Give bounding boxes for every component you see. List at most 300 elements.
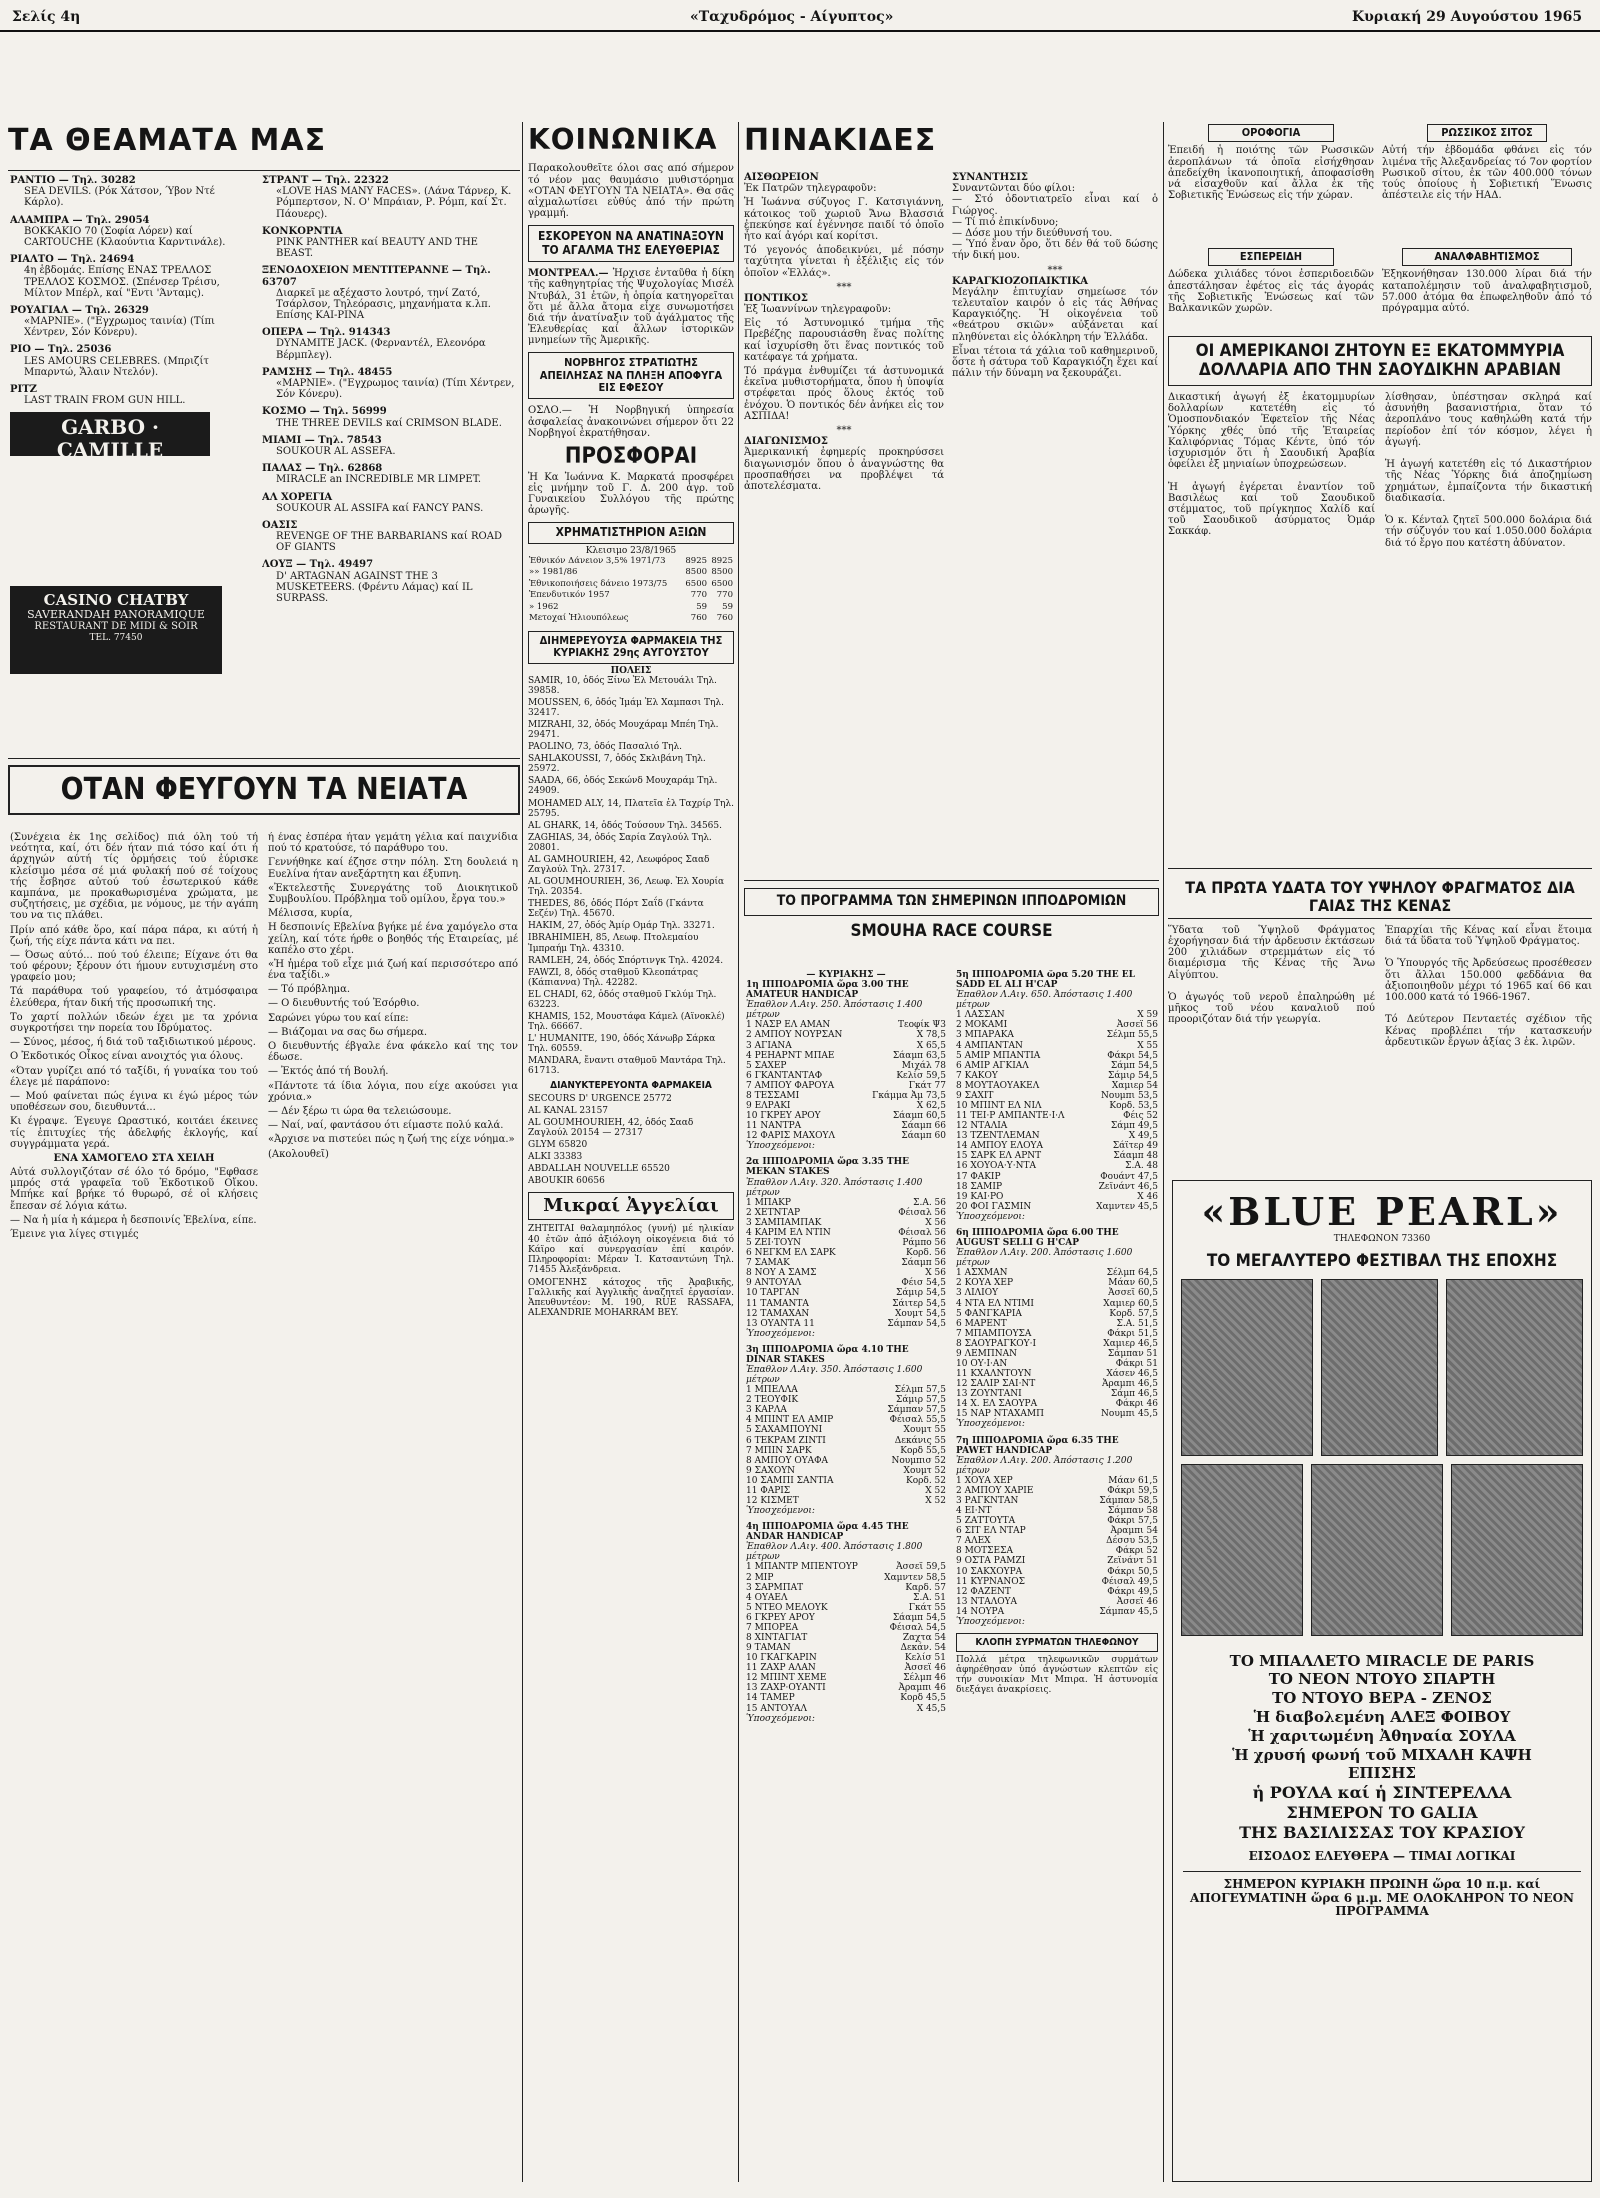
runner-row (746, 1476, 946, 1486)
runner-jockey: Ράμπο 56 (902, 1238, 946, 1249)
statue-text: Ἠρχισε ἐνταῦθα ἡ δίκη τῆς καθηγητρίας τής Ψυχολογίας Μισέλ Ντυβάλ, 31 ἐτῶν, ἡ ὁποία κατηγορεῖται ὅτι μέ ἄλλα ἄτομα εἶχε συνωμοτήσει διά τήν ἀνατίναξιν τοῦ ἀγάλματος τῆς Ἐλευθερίας καί ἄλλων ἱστορικῶν μνημείων τῆς Ἀμερικῆς. (528, 268, 734, 347)
runner-name: 7 ΜΠΟΡΕΑ (746, 1622, 799, 1633)
runner-jockey: Φέισαλ 54,5 (889, 1622, 946, 1633)
runner-name: 8 ΧΙΝΤΑΓΙΑΤ (746, 1633, 808, 1643)
runner-row (956, 1597, 1158, 1607)
runner-name: 11 ΝΑΝΤΡΑ (746, 1121, 802, 1132)
note-text: Τό πράγμα ἐνθυμίζει τά ἀστυνομικά ἐκεῖνα μυθιστορήματα, ὅπου ἡ ὑποψία στρέφεται πρός ὅλους ἐκτός τοῦ ἐνόχου. Ὁ ποντικός δέν ἀνήκει εἰς τον ΑΣΠΙΔΑ! (744, 366, 944, 422)
runner-name: 6 ΤΕΚΡΑΜ ΖΙΝΤΙ (746, 1435, 826, 1446)
runner-jockey: Σάαμπ 63,5 (892, 1050, 946, 1061)
runner-jockey: Χ 52 (925, 1495, 946, 1506)
runner-name: 6 ΓΚΡΕΥ ΑΡΟΥ (746, 1612, 815, 1623)
runner-jockey: Χαμντεν 58,5 (884, 1572, 946, 1583)
runner-name: 13 ΖΑΧΡ·ΟΥΑΝΤΙ (746, 1683, 826, 1694)
runner-name: 6 ΜΑΡΕΝΤ (956, 1318, 1007, 1329)
pharmacy-entry: AL GAMHOURIEH, 42, Λεωφόρος Σααδ Ζαγλούλ Τηλ. 27317. (528, 854, 710, 875)
theatre-name: ΜΙΑΜΙ — Τηλ. 78543 (262, 434, 382, 446)
runner-name: 4 ΡΕΗΑΡΝΤ ΜΠΑΕ (746, 1050, 835, 1061)
runner-row (956, 1329, 1158, 1339)
aviation-text: Ἐπειδή ἡ ποιότης τῶν Ρωσσικῶν ἀεροπλάνων τά ὁποῖα εἰσήχθησαν ἀπεδείχθη ἱκανοποιητική, ἀποφασίσθη νά εἰσαχθοῦν καί ἄλλα ἐκ τῆς Σοβιετικῆς Ἐνώσεως εἰς τήν χώραν. (1168, 145, 1374, 202)
runner-jockey: Σάμιρ 54,5 (1107, 1070, 1158, 1081)
runner-jockey: Χουμτ 55 (903, 1425, 946, 1436)
pharmacy-entry: MANDARA, ἔναντι σταθμοῦ Μαντάρα Τηλ. 61713. (528, 1056, 726, 1077)
runner-row (746, 1693, 946, 1703)
social-title: ΚΟΙΝΩΝΙΚΑ (528, 124, 718, 156)
bourse-price: 770 (690, 590, 708, 601)
runner-row (956, 1577, 1158, 1587)
pharmacy-entry: PAOLINO, 73, ὁδός Πασαλιό Τηλ. (528, 742, 683, 753)
runner-name: 10 ΜΠΙΝΤ ΕΛ ΝΙΛ (956, 1101, 1042, 1112)
runner-row (956, 1288, 1158, 1298)
runner-name: 5 ΣΑΧΑΜΠΟΥΝΙ (746, 1425, 823, 1436)
serial-paragraph: Γεννήθηκε καί έζησε στην πόλη. Στη δουλειά η Ευελίνα ήταν ανεξάρτητη και έξυπνη. (268, 857, 518, 880)
theatre-listing (10, 384, 255, 406)
runner-name: 5 ΑΜΙΡ ΜΠΑΝΤΙΑ (956, 1050, 1041, 1061)
runner-name: 12 ΦΑΖΕΝΤ (956, 1586, 1011, 1597)
runner-jockey: Ζεϊνάντ 51 (1107, 1556, 1158, 1567)
race-conditions: Ἐπαθλον Λ.Αιγ. 250. Ἀπόστασις 1.400 μέτρων (746, 1000, 923, 1021)
race-block (746, 1522, 946, 1724)
bourse-security: » 1962 (529, 601, 559, 612)
runner-jockey: Σέλμπ 46 (903, 1673, 946, 1684)
race-favourites-label: Ὑποσχεόμενοι: (746, 1506, 815, 1517)
runner-row (746, 1278, 946, 1288)
runner-name: 8 ΝΟΥ Α ΣΑΜΣ (746, 1268, 817, 1279)
social-column (528, 124, 734, 2182)
note-text: Εἰς τό Ἀστυνομικό τμήμα τῆς Πρεβέζης παρουσιάσθη ἕνας πολίτης καί ἰσχυρίσθη ὅτι ἕνας ποντικός τοῦ κατέφαγε τά χρήματα. (744, 318, 944, 363)
bourse-row (528, 613, 734, 625)
performer-photo (1321, 1279, 1438, 1456)
race-conditions: Ἐπαθλον Λ.Αιγ. 350. Ἀπόστασις 1.600 μέτρων (746, 1364, 923, 1386)
theatre-listing (262, 367, 518, 401)
theatre-listing (262, 226, 518, 260)
race-favourites-label: Ὑποσχεόμενοι: (956, 1616, 1025, 1627)
pharmacy-entry: EL CHADI, 62, ὁδός σταθμοῦ Γκλύμ Τηλ. 63223. (528, 989, 717, 1010)
race-block (746, 980, 946, 1151)
header-rule (0, 30, 1600, 32)
offers-text: Ἡ Κα Ἰωάννα Κ. Μαρκατά προσφέρει εἰς μνήμην τοῦ Γ. Δ. 200 ἀγρ. τοῦ Γυναικείου Συλλόγου τῆς πρώτης ἀρωγῆς. (528, 471, 734, 517)
runner-jockey: Φάκρι 50,5 (1107, 1566, 1158, 1577)
runner-name: 5 ΖΕΙ·ΤΟΥΝ (746, 1238, 802, 1249)
runner-row (746, 1258, 946, 1268)
race-block (746, 1157, 946, 1338)
race-heading: 7η ΙΠΠΟΔΡΟΜΙΑ ὥρα 6.35 THE PAWET HANDICAP (956, 1435, 1119, 1456)
theatre-program: D' ARTAGNAN AGAINST THE 3 MUSKETEERS. (Φρέντυ Λάμας) καί IL SURPASS. (276, 570, 473, 604)
runner-row (956, 1339, 1158, 1349)
theatre-program: 4η ἑβδομάς. Επίσης ΕΝΑΣ ΤΡΕΛΛΟΣ ΤΡΕΛΛΟΣ ΚΟΣΜΟΣ. (Σπένσερ Τρέισυ, Μίλτον Μπέρλ, καί "Εντι 'Άνταμς). (24, 265, 220, 299)
serial-paragraph: Ο διευθυντής έβγαλε ένα φάκελο καί της τον έδωσε. (268, 1041, 518, 1064)
runner-jockey: Χ 56 (925, 1217, 946, 1228)
bourse-price: 6500 (711, 578, 733, 589)
dam-headline: ΤΑ ΠΡΩΤΑ ΥΔΑΤΑ ΤΟΥ ΥΨΗΛΟΥ ΦΡΑΓΜΑΤΟΣ ΔΙΑ ΓΑΙΑΣ ΤΗΣ ΚΕΝΑΣ (1168, 876, 1592, 919)
runner-name: 3 ΣΑΜΠΑΜΠΑΚ (746, 1217, 822, 1228)
theatre-listing (262, 406, 518, 428)
theatre-listing (10, 305, 255, 339)
theatre-listing (262, 265, 518, 321)
lineup-line: ΣΗΜΕΡΟΝ ΤΟ GALIA (1286, 1803, 1478, 1823)
pharmacy-entry: ALKI 33383 (528, 1152, 583, 1163)
bourse-title: ΧΡΗΜΑΤΙΣΤΗΡΙΟΝ ΑΞΙΩΝ (528, 522, 734, 543)
runner-jockey: Φέισαλ 55,5 (889, 1415, 946, 1426)
blue-pearl-festival: ΤΟ ΜΕΓΑΛΥΤΕΡΟ ΦΕΣΤΙΒΑΛ ΤΗΣ ΕΠΟΧΗΣ (1206, 1250, 1558, 1271)
blue-pearl-ad (1172, 1180, 1592, 2182)
runner-jockey: Χ 55 (1137, 1040, 1158, 1051)
runner-name: 3 ΣΑΡΜΠΑΤ (746, 1582, 804, 1593)
runner-jockey: Φέις 52 (1123, 1111, 1158, 1122)
runner-row (956, 1192, 1158, 1202)
runner-row (956, 1567, 1158, 1577)
bourse-row (528, 579, 734, 591)
runner-name: 6 ΣΙΤ ΕΛ ΝΤΑΡ (956, 1526, 1026, 1537)
performer-photo (1181, 1464, 1303, 1636)
runner-row (956, 1182, 1158, 1192)
runner-name: 17 ΦΑΚΙΡ (956, 1171, 1001, 1182)
runner-row (746, 1248, 946, 1258)
runner-row (956, 1081, 1158, 1091)
runner-jockey: Μάαν 61,5 (1108, 1475, 1158, 1486)
runner-row (956, 1278, 1158, 1288)
runner-jockey: Σ.Α. 56 (913, 1197, 946, 1208)
theatre-listing (262, 463, 518, 485)
performer-photo (1446, 1279, 1583, 1456)
race-conditions: Ἐπαθλον Λ.Αιγ. 650. Ἀπόστασις 1.400 μέτρων (956, 990, 1133, 1011)
runner-row (746, 1466, 946, 1476)
runner-name: 13 ΤΖΕΝΤΛΕΜΑΝ (956, 1131, 1040, 1142)
cable-theft-title: ΚΛΟΠΗ ΣΥΡΜΑΤΩΝ ΤΗΛΕΦΩΝΟΥ (956, 1633, 1158, 1652)
serial-paragraph: (Συνέχεια ἐκ 1ης σελίδος) πιά όλη τού τή νεότητα, καί, ότι δέν ήταν πιά τόσο καί ότι ή άρχηγών αύτή τίς ὀρμήσεις τού ἐύρισκε κλείσιμο μέσα σέ μιά φυλακή πού σέ τοίχους τής ἔσβησε αὐτού τού ἐσωτερικού κάθε καμπάνα, με προκαθωρισμένα χρώματα, με συζητήσεις, με σχέδια, με νόμους, με τήν αγάπη του να τις πλάθει. (10, 832, 258, 922)
runner-name: 2 ΑΜΠΟΥ ΧΑΡΙΕ (956, 1485, 1034, 1496)
runner-jockey: Σάμπαν 51 (1107, 1348, 1158, 1359)
cable-theft-text: Πολλά μέτρα τηλεφωνικῶν συρμάτων ἀφηρέθησαν ὑπό ἀγνώστων κλεπτῶν εἰς τήν συνοικίαν Μιτ Μπιρα. Ἡ ἀστυνομία διεξάγει ἀνακρίσεις. (956, 1655, 1158, 1696)
runner-jockey: Σάμπ 46,5 (1110, 1389, 1158, 1400)
bourse-price: 760 (690, 613, 708, 624)
runner-name: 1 ΜΠΕΛΛΑ (746, 1385, 798, 1396)
runner-name: 5 ΖΑΤΤΟΥΤΑ (956, 1516, 1016, 1527)
bourse-price: 760 (716, 613, 733, 624)
citrus-block (1168, 248, 1374, 330)
runner-name: 7 ΑΛΕΧ (956, 1536, 991, 1547)
runner-jockey: Κορδ 55,5 (900, 1445, 946, 1456)
serial-paragraph: Σαρώνει γύρω του καί είπε: (268, 1012, 409, 1024)
runner-name: 3 ΜΠΑΡΑΚΑ (956, 1030, 1014, 1041)
bourse-security: Μετοχαί Ἡλιουπόλεως (529, 613, 629, 624)
bourse-price: 59 (696, 601, 708, 612)
runner-name: 16 ΧΟΥΟΑ·Υ·ΝΤΑ (956, 1161, 1036, 1172)
theatre-program: PINK PANTHER καί BEAUTY AND THE BEAST. (276, 236, 478, 260)
theatre-listing (10, 215, 255, 249)
runner-row (956, 1268, 1158, 1278)
runner-name: 11 ΚΥΡΝΑΝΟΣ (956, 1576, 1026, 1587)
runner-row (956, 1546, 1158, 1556)
theatre-name: ΡΟΥΑΓΙΑΛ — Τηλ. 26329 (10, 304, 149, 316)
runner-jockey: Γκάτ 55 (908, 1602, 946, 1613)
race-heading: 3η ΙΠΠΟΔΡΟΜΙΑ ὥρα 4.10 THE DINAR STAKES (746, 1344, 909, 1365)
runner-name: 8 ΑΜΠΟΥ ΟΥΑΦΑ (746, 1455, 829, 1466)
race-heading: 4η ΙΠΠΟΔΡΟΜΙΑ ὥρα 4.45 THE ANDAR HANDICAP (746, 1522, 909, 1543)
race-favourites-label: Ὑποσχεόμενοι: (956, 1211, 1025, 1222)
runner-jockey: Σέλμπ 57,5 (894, 1385, 946, 1396)
theatre-program: «ΜΑΡΝΙΕ». ("Εγχρωμος ταινία) (Τίπι Χέντρεν, Σόν Κόνερυ). (276, 378, 515, 401)
lineup-line: ΤΟ ΜΠΑΛΛΕΤΟ MIRACLE DE PARIS (1229, 1651, 1535, 1670)
runner-name: 14 Χ. ΕΛ ΣΑΟΥΡΑ (956, 1399, 1038, 1410)
theatre-listing (262, 435, 518, 457)
theatre-program: ΒΟΚΚΑΚΙΟ 70 (Σοφία Λόρεν) καί CARTOUCHE (Κλαούντια Καρντινάλε). (24, 225, 226, 248)
runner-row (746, 1198, 946, 1208)
runner-jockey: Ἀραμπι 46 (898, 1683, 946, 1694)
serial-paragraph: Πρίν από κάθε ὅρο, καί πάρα πάρα, κι αύτή ἡ ζωή, τής είχε πάντα κάτι να πει. (10, 924, 258, 947)
theatre-program: THE THREE DEVILS καί CRIMSON BLADE. (276, 417, 502, 429)
pharmacy-entry: ABOUKIR 60656 (528, 1176, 605, 1187)
runner-jockey: Σάμπαν 54,5 (887, 1318, 946, 1329)
runner-jockey: Καρδ. 57 (905, 1582, 946, 1593)
theatre-name: ΞΕΝΟΔΟΧΕΙΟΝ ΜΕΝΤΙΤΕΡΑΝΝΕ — Τηλ. 63707 (262, 265, 491, 288)
aviation-title: ΟΡΟΦΟΓΙΑ (1208, 124, 1334, 142)
runner-jockey: Μάαν 60,5 (1108, 1278, 1158, 1289)
pharmacy-entry: IBRAHIMIEH, 85, Λεωφ. Πτολεμαίου Ἰμπραήμ Τηλ. 43310. (528, 933, 699, 954)
racing-column-1 (746, 970, 946, 2182)
runner-row (956, 1299, 1158, 1309)
runner-name: 11 ΚΧΑΛΝΤΟΥΝ (956, 1369, 1032, 1380)
runner-name: 4 ΝΤΑ ΕΛ ΝΤΙΜΙ (956, 1298, 1034, 1309)
runner-name: 11 ΖΑΧΡ ΑΛΑΝ (746, 1663, 816, 1674)
runner-name: 10 ΤΑΡΓΑΝ (746, 1288, 800, 1299)
runner-jockey: Φουάντ 47,5 (1100, 1171, 1158, 1182)
runner-row (956, 1587, 1158, 1597)
bourse-price: 8925 (685, 555, 708, 566)
runner-jockey: Σάμιρ 57,5 (895, 1395, 946, 1406)
bourse-security: Ἐθνικόν Δάνειον 3,5% 1971/73 (529, 555, 666, 566)
runner-name: 1 ΜΠΑΝΤΡ ΜΠΕΝΤΟΥΡ (746, 1562, 858, 1573)
runner-jockey: Ἀραμπι 46,5 (1101, 1379, 1158, 1390)
runner-name: 13 ΟΥΑΝΤΑ 11 (746, 1318, 815, 1329)
theatre-name: ΟΑΣΙΣ (262, 519, 298, 531)
serial-paragraph: — Ναί, ναί, φαντάσου ότι είμαστε πολύ καλά. (268, 1120, 504, 1132)
runner-jockey: Κορδ 45,5 (900, 1693, 946, 1704)
theatre-program: «LOVE HAS MANY FACES». (Λάνα Τάρνερ, Κ. Ρόμπερτσον, Ν. Ο' Μπράιαν, Ρ. Ρόμπ, καί Στ. Πάουερς). (276, 186, 512, 220)
theatre-program: SOUKOUR AL ASSIFA καί FANCY PANS. (276, 502, 484, 514)
runner-name: 2 ΜΟΚΑΜΙ (956, 1020, 1008, 1031)
bourse-price: 6500 (685, 578, 708, 589)
runner-name: 7 ΑΜΠΟΥ ΦΑΡΟΥΑ (746, 1080, 835, 1091)
runner-row (746, 1486, 946, 1496)
runner-row (956, 1020, 1158, 1030)
runner-row (956, 1379, 1158, 1389)
runner-row (746, 1415, 946, 1425)
pharmacy-entry: SAHLAKOUSSI, 7, ὁδός Σκλιβάνη Τηλ. 25972. (528, 754, 706, 775)
runner-jockey: Φάκρι 52 (1115, 1546, 1158, 1557)
runner-jockey: Χουμτ 52 (903, 1465, 946, 1476)
arabia-headline: ΟΙ ΑΜΕΡΙΚΑΝΟΙ ΖΗΤΟΥΝ ΕΞ ΕΚΑΤΟΜΜΥΡΙΑ ΔΟΛΛΑΡΙΑ ΑΠΟ ΤΗΝ ΣΑΟΥΔΙΚΗΝ ΑΡΑΒΙΑΝ (1168, 336, 1592, 386)
runner-jockey: Τεοφίκ Ψ3 (897, 1020, 946, 1031)
theatre-listing (262, 559, 518, 604)
runner-jockey: Φάκρι 54,5 (1107, 1050, 1158, 1061)
rule (1168, 868, 1592, 869)
note-lead: Ἐξ Ἰωαννίνων τηλεγραφοῦν: (744, 304, 892, 316)
runner-jockey: Σάμπαν 58,5 (1099, 1495, 1158, 1506)
paper-name: «Ταχυδρόμος - Αίγυπτος» (690, 9, 894, 25)
theatre-program: DYNAMITE JACK. (Φερναντέλ, Ελεονόρα Βέρμπλεγ). (276, 338, 486, 361)
runner-row (746, 1436, 946, 1446)
runner-name: 15 ΑΝΤΟΥΑΛ (746, 1703, 808, 1714)
notes-title: ΠΙΝΑΚΙΔΕΣ (744, 124, 937, 158)
blue-pearl-entry: ΕΙΣΟΔΟΣ ΕΛΕΥΘΕΡΑ — ΤΙΜΑΙ ΛΟΓΙΚΑΙ (1248, 1848, 1516, 1863)
serial-paragraph: «Ἐκτελεστῆς Συνεργάτης τοῦ Διοικητικοῦ Συμβουλίου. Πρόβλημα τοῦ ομίλου, ἔργα του.» (268, 882, 518, 905)
runner-row (956, 1309, 1158, 1319)
race-heading: 2α ΙΠΠΟΔΡΟΜΙΑ ὥρα 3.35 THE MEKAN STAKES (746, 1157, 909, 1178)
runner-row (746, 1593, 946, 1603)
lineup-line: ΤΗΣ ΒΑΣΙΛΙΣΣΑΣ ΤΟΥ ΚΡΑΣΙΟΥ (1239, 1823, 1525, 1843)
racing-column-2 (956, 970, 1158, 2182)
lineup-line: ΤΟ ΝΤΟΥΟ ΒΕΡΑ - ΖΕΝΟΣ (1272, 1689, 1492, 1708)
runner-jockey: Φέισ 54,5 (901, 1278, 946, 1289)
runner-jockey: Φάκρι 46 (1115, 1399, 1158, 1410)
runner-name: 7 ΣΑΜΑΚ (746, 1258, 790, 1269)
aviation-block (1168, 124, 1374, 244)
page-number: Σελίς 4η (12, 9, 81, 25)
blue-pearl-schedule: ΣΗΜΕΡΟΝ ΚΥΡΙΑΚΗ ΠΡΩΙΝΗ ὥρα 10 π.μ. καί ΑΠΟΓΕΥΜΑΤΙΝΗ ὥρα 6 μ.μ. ΜΕ ΟΛΟΚΛΗΡΟΝ ΤΟ ΝΕΟΝ ΠΡΟΓΡΑΜΜΑ (1183, 1871, 1581, 1918)
runner-jockey: Χ 45,5 (916, 1703, 946, 1714)
bourse-row (528, 590, 734, 602)
note-heading: ΔΙΑΓΩΝΙΣΜΟΣ (744, 436, 828, 448)
runner-jockey: Σάμπ 54,5 (1110, 1060, 1158, 1071)
race-conditions: Ἐπαθλον Λ.Αιγ. 320. Ἀπόστασις 1.400 μέτρων (746, 1177, 923, 1198)
runner-jockey: Φάκρι 51 (1115, 1358, 1158, 1369)
runner-row (746, 1121, 946, 1131)
runner-jockey: Χαμντεν 45,5 (1096, 1201, 1158, 1212)
arabia-article (1168, 336, 1592, 866)
runner-jockey: Χαμιερ 60,5 (1103, 1298, 1158, 1309)
runner-row (746, 1041, 946, 1051)
note-heading: ΣΥΝΑΝΤΗΣΙΣ (952, 172, 1028, 183)
runner-row (956, 1141, 1158, 1151)
runner-row (956, 1030, 1158, 1040)
column-rule (1163, 122, 1164, 2182)
runner-name: 2 ΑΜΠΟΥ ΝΟΥΡΣΑΝ (746, 1030, 843, 1041)
theatres-title: ΤΑ ΘΕΑΜΑΤΑ ΜΑΣ (8, 124, 327, 158)
runner-row (746, 1228, 946, 1238)
runner-row (746, 1238, 946, 1248)
runner-row (746, 1405, 946, 1415)
runner-row (746, 1633, 946, 1643)
citrus-title: ΕΣΠΕΡΕΙΔΗ (1208, 248, 1334, 266)
lineup-line: Ἡ διαβολεμένη ΑΛΕΞ ΦΟΙΒΟΥ (1253, 1708, 1511, 1727)
runner-name: 5 ΝΤΕΟ ΜΕΛΟΥΚ (746, 1602, 828, 1613)
runner-jockey: Φέισαλ 49,5 (1101, 1576, 1158, 1587)
serial-paragraph: — Τό πρόβλημα. (268, 984, 351, 996)
runner-name: 7 ΚΑΚΟΥ (956, 1070, 998, 1081)
theatre-program: REVENGE OF THE BARBARIANS καί ROAD OF GIANTS (276, 531, 502, 554)
runner-jockey: Χάσεν 46,5 (1106, 1369, 1158, 1380)
runner-jockey: Σάμπαν 58 (1107, 1506, 1158, 1517)
runner-row (956, 1516, 1158, 1526)
social-intro: Παρακολουθεῖτε όλοι σας από σήμερον τό νέον μας θαυμάσιο μυθιστόρημα «ΟΤΑΝ ΦΕΥΓΟΥΝ ΤΑ ΝΕΙΑΤΑ». Θα σᾶς αἰχμαλωτίσει εὐθύς ἀπό τήν πρώτη γραμμή. (528, 163, 734, 220)
runner-jockey: Ἀσσεϊ 46 (1116, 1596, 1158, 1607)
performer-photo (1311, 1464, 1443, 1636)
theatre-program: LES AMOURS CELEBRES. (Μπριζίτ Μπαρντώ, Ἄλαιν Ντελόν). (24, 355, 209, 378)
pharmacy-entry: MIZRAHI, 32, ὁδός Μουχάραμ Μπέη Τηλ. 29471. (528, 719, 719, 741)
runner-row (746, 1020, 946, 1030)
performer-photos (1181, 1279, 1583, 1639)
notes-column-2: ΣΥΝΑΝΤΗΣΙΣ Συναντῶνται δύο φίλοι: — Στό ὁδοντιατρεῖο εἶναι καί ὁ Γιώργος. — Τί πιό ἐπικίνδυνο; — Δόσε μου τήν διεύθυνσή του. — Ὑπό ἕναν ὄρο, ὅτι δέν θά τοῦ δώσης τήν δική μου. *** ΚΑΡΑΓΚΙΟΖΟΠΑΙΚΤΙΚΑ Μεγάλην ἐπιτυχίαν σημείωσε τόν τελευταῖον καιρόν ὁ εἰς τάς Ἀθήνας Καραγκιόζης. Ἡ οἰκογένεια τοῦ «θεάτρου σκιῶν» αὐξάνεται καί πληθύνεται εἰς ὁλόκληρη τήν Ἑλλάδα. Εἶναι τέτοια τά χάλια τοῦ καθημερινοῦ, ὅστε ἡ σάτυρα τοῦ Καραγκιόζη ἔχει καί πάλιν τήν δύναμη να ξεκουράζει. (952, 172, 1158, 380)
bourse-security: Ἐθνικοποιήσεις δάνειο 1973/75 (529, 578, 668, 589)
runner-jockey: Σάμπαν 45,5 (1099, 1606, 1158, 1617)
rule (8, 170, 520, 171)
bourse-security: »» 1981/86 (529, 567, 578, 578)
runner-name: 15 ΝΑΡ ΝΤΑΧΑΜΠ (956, 1409, 1044, 1420)
runner-name: 18 ΣΑΜΙΡ (956, 1181, 1003, 1192)
runner-row (956, 1607, 1158, 1617)
runner-name: 12 ΣΑΛΙΡ ΣΑΙ·ΝΤ (956, 1379, 1036, 1390)
runner-jockey: Σάμπαν 57,5 (887, 1405, 946, 1416)
runner-jockey: Νουμπι 53,5 (1101, 1090, 1158, 1101)
runner-jockey: Μιχάλ 78 (901, 1060, 946, 1071)
runner-row (746, 1319, 946, 1329)
runner-row (956, 1161, 1158, 1171)
racing-heading (744, 888, 1159, 978)
runner-jockey: Χ 52 (925, 1485, 946, 1496)
runner-name: 12 ΦΑΡΙΣ ΜΑΧΟΥΛ (746, 1131, 835, 1142)
serial-paragraph: «Όταν γυρίζει από τό ταξίδι, ή γυναίκα του τού έλεγε μέ παράπονο: (10, 1065, 258, 1088)
runner-jockey: Χ 78,5 (916, 1030, 946, 1041)
runner-row (746, 1218, 946, 1228)
runner-row (956, 1486, 1158, 1496)
theatre-name: ΑΛ ΧΟΡΕΓΙΑ (262, 491, 333, 503)
serial-paragraph: «Ἡ ἡμέρα τοῦ εἶχε μιά ζωή καί περισσότερο από ένα ταξίδι.» (268, 958, 518, 982)
runner-jockey: Φάκρι 51,5 (1107, 1328, 1158, 1339)
race-conditions: Ἐπαθλον Λ.Αιγ. 200. Ἀπόστασις 1.600 μέτρων (956, 1248, 1133, 1269)
runner-row (956, 1496, 1158, 1506)
runner-jockey: Φέισαλ 56 (898, 1207, 946, 1218)
runner-jockey: Κορδ. 57,5 (1109, 1308, 1158, 1319)
runner-row (746, 1613, 946, 1623)
runner-jockey: Γκάμμα Ἀμ 73,5 (872, 1090, 946, 1101)
lineup-line: Ἡ χρυσή φωνή τοῦ ΜΙΧΑΛΗ ΚΑΨΗ (1232, 1745, 1532, 1764)
race-favourites-label: Ὑποσχεόμενοι: (746, 1713, 815, 1724)
garbo-ad: GARBO · CAMILLE Metro · ROBERT TAYLOR (10, 412, 210, 456)
runner-row (746, 1091, 946, 1101)
serial-column-2 (268, 832, 518, 2182)
runner-jockey: Σάμπ 49,5 (1110, 1121, 1158, 1132)
runner-name: 11 ΤΕΙ·Ρ ΑΜΠΑΝΤΕ·Ι·Λ (956, 1111, 1065, 1122)
runner-jockey: Φέισαλ 56 (898, 1227, 946, 1238)
runner-name: 8 ΤΕΣΣΑΜΙ (746, 1090, 800, 1101)
literacy-title: ΑΝΑΛΦΑΒΗΤΙΣΜΟΣ (1402, 248, 1572, 266)
runner-name: 10 ΣΑΜΠΙ ΣΑΝΤΙΑ (746, 1475, 834, 1486)
runner-name: 12 ΜΠΙΝΤ ΧΕΜΕ (746, 1673, 827, 1684)
runner-name: 12 ΚΙΣΜΕΤ (746, 1495, 799, 1506)
serial-paragraph: «Ἀρχισε να πιστεύει πώς η ζωή της είχε νόημα.» (268, 1134, 515, 1146)
theatre-name: ΠΑΛΑΣ — Τηλ. 62868 (262, 463, 383, 475)
theatre-program: LAST TRAIN FROM GUN HILL. (24, 395, 186, 407)
runner-row (956, 1121, 1158, 1131)
runner-jockey: Χ 46 (1137, 1191, 1158, 1202)
runner-name: 8 ΜΟΥΤΑΟΥΑΚΕΛ (956, 1080, 1040, 1091)
runner-name: 14 ΝΟΥΡΑ (956, 1606, 1005, 1617)
runner-row (956, 1010, 1158, 1020)
runner-jockey: Γκάτ 77 (908, 1080, 946, 1091)
race-conditions: Ἐπαθλον Λ.Αιγ. 400. Ἀπόστασις 1.800 μέτρων (746, 1542, 923, 1563)
runner-name: 15 ΣΑΡΚ ΕΛ ΑΡΝΤ (956, 1151, 1042, 1162)
runner-row (746, 1704, 946, 1714)
theatres-left-list (10, 175, 255, 406)
runner-jockey: Φάκρι 49,5 (1107, 1586, 1158, 1597)
runner-row (746, 1101, 946, 1111)
rule (8, 758, 520, 759)
runner-name: 11 ΤΑΜΑΝΤΑ (746, 1298, 809, 1309)
note-text: Εἶναι τέτοια τά χάλια τοῦ καθημερινοῦ, ὅστε ἡ σάτυρα τοῦ Καραγκιόζη ἔχει καί πάλιν τήν δύναμη να ξεκουράζει. (952, 345, 1158, 380)
note-lead: Ἐκ Πατρῶν τηλεγραφοῦν: (744, 183, 877, 195)
bourse-price: 59 (722, 601, 733, 612)
